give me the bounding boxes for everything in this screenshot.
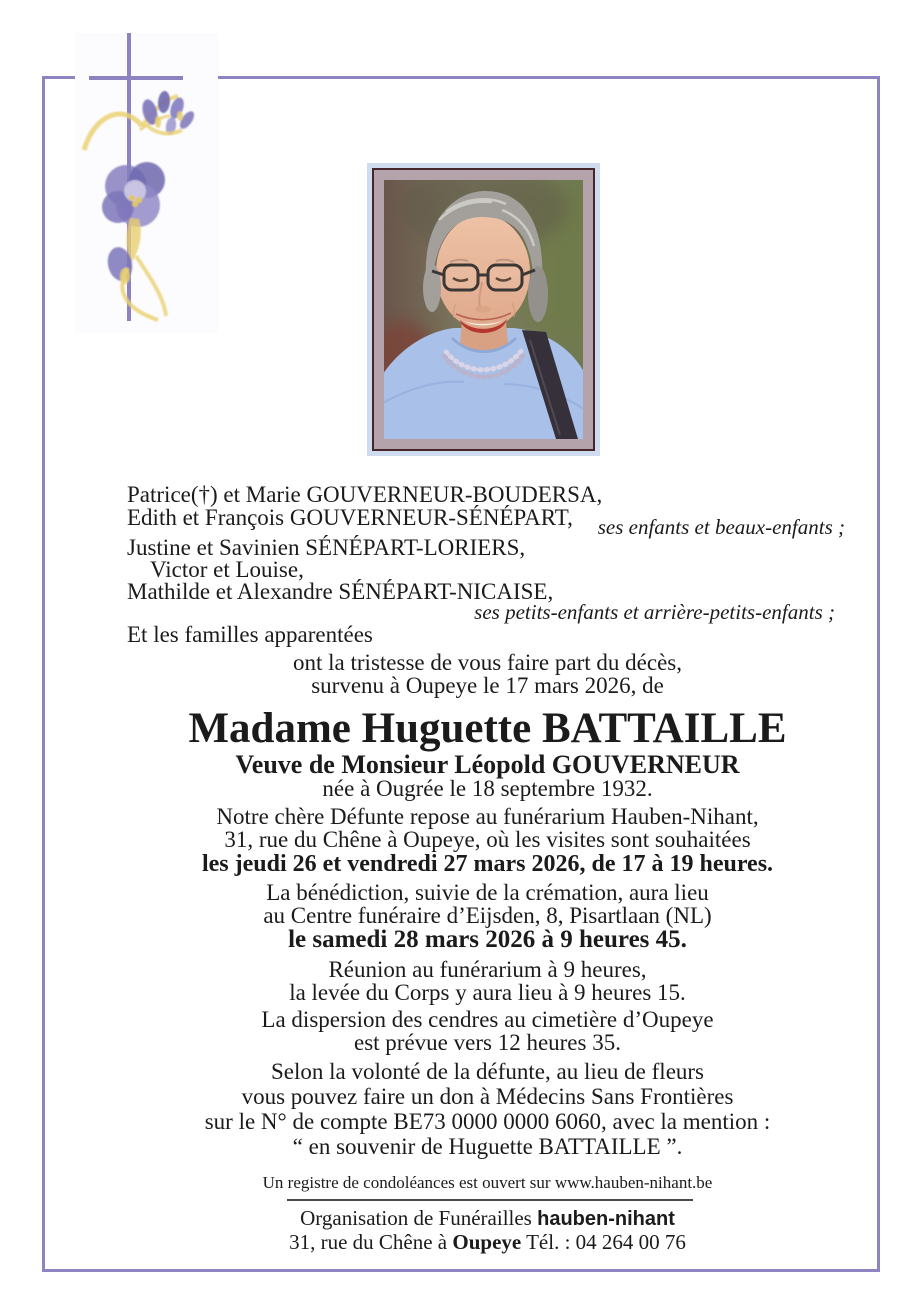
schedule-line-2: la levée du Corps y aura lieu à 9 heures 15. xyxy=(289,980,686,1005)
portrait-photo-matte xyxy=(374,170,593,449)
donation-mention: “ en souvenir de Huguette BATTAILLE ”. xyxy=(292,1134,683,1159)
schedule-line-4: est prévue vers 12 heures 35. xyxy=(354,1030,621,1055)
family-line-1: Patrice(†) et Marie GOUVERNEUR-BOUDERSA, xyxy=(127,482,603,507)
deceased-widow-of: Veuve de Monsieur Léopold GOUVERNEUR xyxy=(235,750,740,779)
attribution-grandchildren: ses petits-enfants et arrière-petits-enfants ; xyxy=(474,600,835,624)
footer-address xyxy=(127,1230,848,1255)
portrait-photo-frame xyxy=(367,163,600,456)
schedule-line-3: La dispersion des cendres au cimetière d’Oupeye xyxy=(261,1007,714,1032)
visitation-line-1: Notre chère Défunte repose au funérarium Hauben-Nihant, xyxy=(216,804,759,829)
donation-account: sur le N° de compte BE73 0000 0000 6060, avec la mention : xyxy=(204,1109,771,1134)
footer-organisation xyxy=(127,1206,848,1231)
cross-icon-arm xyxy=(89,76,183,80)
donation-line-2: vous pouvez faire un don à Médecins Sans Frontières xyxy=(241,1084,734,1109)
schedule-line-1: Réunion au funérarium à 9 heures, xyxy=(328,957,647,982)
attribution-children: ses enfants et beaux-enfants ; xyxy=(597,515,845,539)
freesia-flower-icon xyxy=(78,86,205,334)
footer-organisation-label: Organisation de Funérailles xyxy=(300,1206,532,1230)
family-line-2: Edith et François GOUVERNEUR-SÉNÉPART, xyxy=(127,505,573,530)
portrait-photo-inner-line xyxy=(372,168,595,451)
family-line-5: Mathilde et Alexandre SÉNÉPART-NICAISE, xyxy=(127,579,554,604)
visitation-dates: les jeudi 26 et vendredi 27 mars 2026, de 17 à 19 heures. xyxy=(201,851,774,877)
ceremony-line-1: La bénédiction, suivie de la crémation, aura lieu xyxy=(266,880,709,905)
footer-address-city: Oupeye xyxy=(452,1230,522,1254)
announcement-line-1: ont la tristesse de vous faire part du décès, xyxy=(293,650,682,675)
footer-phone: Tél. : 04 264 00 76 xyxy=(526,1230,686,1254)
register-note: Un registre de condoléances est ouvert sur www.hauben-nihant.be xyxy=(262,1173,713,1192)
deceased-name: Madame Huguette BATTAILLE xyxy=(188,705,787,752)
family-line-3: Justine et Savinien SÉNÉPART-LORIERS, xyxy=(127,535,526,560)
footer-divider xyxy=(287,1199,693,1201)
donation-line-1: Selon la volonté de la défunte, au lieu de fleurs xyxy=(270,1059,705,1084)
visitation-line-2: 31, rue du Chêne à Oupeye, où les visites sont souhaitées xyxy=(224,827,751,852)
footer-address-street: 31, rue du Chêne à xyxy=(289,1230,448,1254)
ceremony-date: le samedi 28 mars 2026 à 9 heures 45. xyxy=(288,926,687,953)
family-line-6: Et les familles apparentées xyxy=(127,622,373,647)
funeral-home-brand: hauben-nihant xyxy=(537,1208,675,1230)
announcement-line-2: survenu à Oupeye le 17 mars 2026, de xyxy=(311,673,664,698)
portrait-photo xyxy=(384,180,583,439)
deceased-birth: née à Ougrée le 18 septembre 1932. xyxy=(322,776,653,801)
ceremony-line-2: au Centre funéraire d’Eijsden, 8, Pisartlaan (NL) xyxy=(263,903,712,928)
family-line-4: Victor et Louise, xyxy=(150,557,304,582)
